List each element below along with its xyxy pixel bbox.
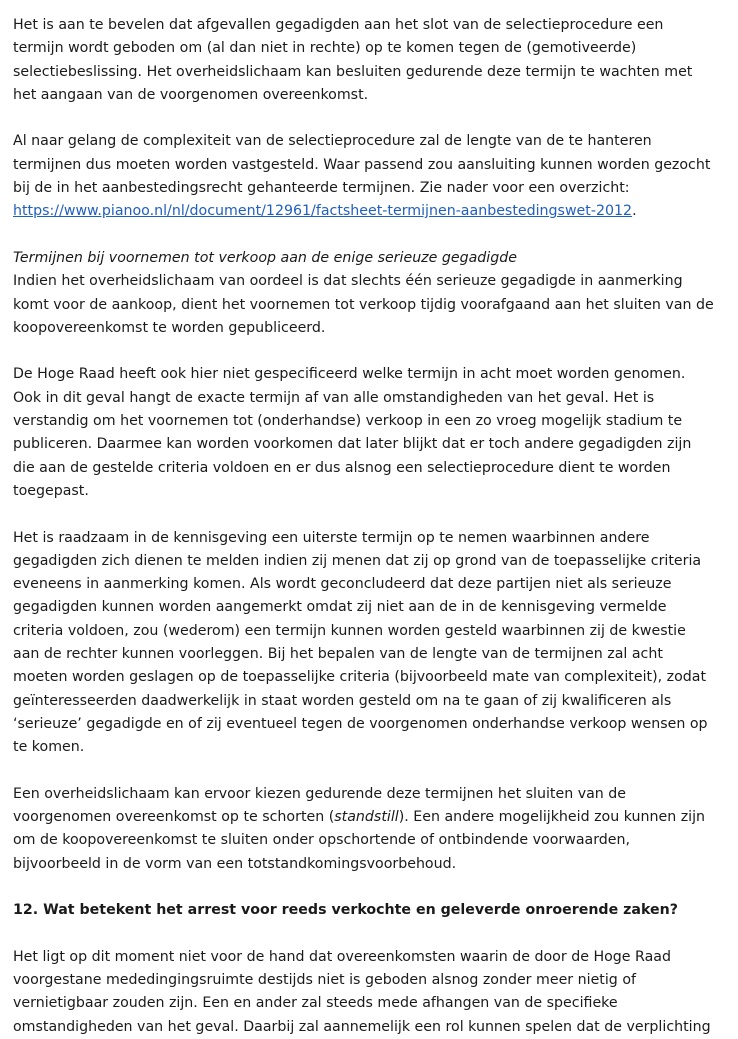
- paragraph-text: Indien het overheidslichaam van oordeel is dat slechts één serieuze gegadigde in aanmerking komt voor de aankoop, dient het voornemen tot verkoop tijdig voorafgaand aan het sluiten van de koopovereenkomst te worden gepubliceerd.: [13, 273, 714, 336]
- paragraph-text: Het ligt op dit moment niet voor de hand dat overeenkomsten waarin de door de Hoge Raad voorgestane mededingingsruimte destijds niet is geboden alsnog zonder meer nietig of vernietigbaar zouden zijn. Een en ander zal steeds mede afhangen van de specifieke omstandigheden van het geval. Daarbij zal aannemelijk een rol kunnen spelen dat de verplichting: [13, 948, 711, 1035]
- subheading-termijnen-verkoop: Termijnen bij voornemen tot verkoop aan de enige serieuze gegadigde: [13, 249, 517, 266]
- paragraph-text-before: Een overheidslichaam kan ervoor kiezen gedurende deze termijnen het sluiten van de voorgenomen overeenkomst op te schorten (: [13, 785, 627, 826]
- link-trailing-period: .: [632, 203, 637, 220]
- section-heading-12: 12. Wat betekent het arrest voor reeds verkochte en geleverde onroerende zaken?: [13, 902, 678, 919]
- paragraph-kennisgeving: [13, 527, 716, 760]
- paragraph-enige-gegadigde: [13, 247, 716, 340]
- paragraph-reeds-verkocht: [13, 946, 716, 1039]
- paragraph-text-after: ). Een andere mogelijkheid zou kunnen zijn om de koopovereenkomst te sluiten onder opschortende of ontbindende voorwaarden, bijvoorbeeld in de vorm van een totstandkomingsvoorbehoud.: [13, 809, 706, 872]
- pianoo-link[interactable]: https://www.pianoo.nl/nl/document/12961/factsheet-termijnen-aanbestedingswet-2012: [13, 203, 633, 220]
- paragraph-termijn-afgevallen: [13, 14, 716, 107]
- paragraph-text: De Hoge Raad heeft ook hier niet gespecificeerd welke termijn in acht moet worden genomen. Ook in dit geval hangt de exacte termijn af van alle omstandigheden van het geval. Het is verstandig om het voornemen tot (onderhandse) verkoop in een zo vroeg mogelijk stadium te publiceren. Daarmee kan worden voorkomen dat later blijkt dat er toch andere gegadigden zijn die aan de gestelde criteria voldoen en er dus alsnog een selectieprocedure dient te worden toegepast.: [13, 366, 692, 499]
- paragraph-text: Het is raadzaam in de kennisgeving een uiterste termijn op te nemen waarbinnen andere gegadigden zich dienen te melden indien zij menen dat zij op grond van de toepasselijke criteria eveneens in aanmerking komen. Als wordt geconcludeerd dat deze partijen niet als serieuze gegadigden kunnen worden aangemerkt omdat zij niet aan de in de kennisgeving vermelde criteria voldoen, zou (wederom) een termijn kunnen worden gesteld waarbinnen zij de kwestie aan de rechter kunnen voorleggen. Bij het bepalen van de lengte van de termijnen zal acht moeten worden geslagen op de toepasselijke criteria (bijvoorbeeld mate van complexiteit), zodat geïnteresseerden daadwerkelijk in staat worden gesteld om na te gaan of zij kwalificeren als ‘serieuze’ gegadigde en of zij eventueel tegen de voorgenomen onderhandse verkoop wensen op te komen.: [13, 529, 708, 756]
- paragraph-complexiteit: [13, 130, 716, 223]
- paragraph-text: Al naar gelang de complexiteit van de selectieprocedure zal de lengte van de te hanteren termijnen dus moeten worden vastgesteld. Waar passend zou aansluiting kunnen worden gezocht bij de in het aanbestedingsrecht gehanteerde termijnen. Zie nader voor een overzicht:: [13, 133, 711, 197]
- paragraph-standstill: [13, 783, 716, 876]
- paragraph-hoge-raad: [13, 363, 716, 503]
- standstill-term: standstill: [334, 809, 399, 826]
- paragraph-text: Het is aan te bevelen dat afgevallen gegadigden aan het slot van de selectieprocedure een termijn wordt geboden om (al dan niet in rechte) op te komen tegen de (gemotiveerde) selectiebeslissing. Het overheidslichaam kan besluiten gedurende deze termijn te wachten met het aangaan van de voorgenomen overeenkomst.: [13, 17, 693, 103]
